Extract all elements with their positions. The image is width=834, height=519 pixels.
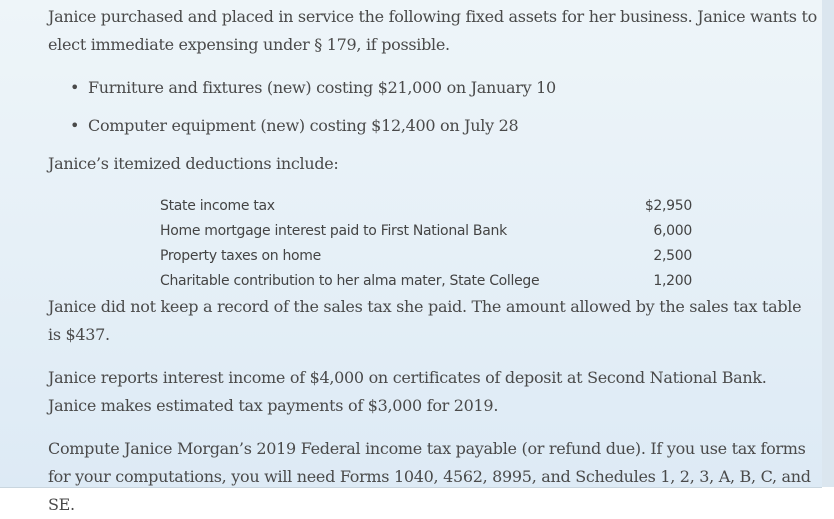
sales-tax-paragraph: Janice did not keep a record of the sales tax she paid. The amount allowed by the sales tax table is $437.: [48, 297, 802, 344]
asset-text: Furniture and fixtures (new) costing $21,000 on January 10: [88, 78, 556, 97]
deductions-heading: Janice’s itemized deductions include:: [48, 154, 339, 173]
scrollbar[interactable]: [822, 0, 834, 487]
asset-list-item: [70, 74, 556, 102]
deduction-label: State income tax: [160, 198, 275, 214]
deduction-label: Home mortgage interest paid to First National Bank: [160, 223, 507, 239]
deduction-amount: 2,500: [653, 248, 692, 264]
deduction-amount: $2,950: [644, 198, 692, 214]
interest-paragraph: Janice reports interest income of $4,000 on certificates of deposit at Second National Bank. Janice makes estimated tax payments of $3,000 for 2019.: [48, 368, 767, 415]
deduction-label: Property taxes on home: [160, 248, 321, 264]
intro-paragraph: Janice purchased and placed in service the following fixed assets for her business. Janice wants to elect immediate expensing under § 179, if possible.: [48, 7, 817, 54]
deduction-amount: 1,200: [653, 273, 692, 289]
table-row: [160, 194, 692, 219]
deduction-label: Charitable contribution to her alma mater, State College: [160, 273, 540, 289]
table-row: [160, 219, 692, 244]
deductions-table: [160, 194, 692, 294]
asset-list-item: [70, 112, 518, 140]
task-paragraph: Compute Janice Morgan’s 2019 Federal income tax payable (or refund due). If you use tax forms for your computations, you will need Forms 1040, 4562, 8995, and Schedules 1, 2, 3, A, B, C, and SE.: [48, 439, 811, 514]
table-row: [160, 244, 692, 269]
asset-text: Computer equipment (new) costing $12,400 on July 28: [88, 116, 519, 135]
deduction-amount: 6,000: [653, 223, 692, 239]
table-row: [160, 269, 692, 294]
